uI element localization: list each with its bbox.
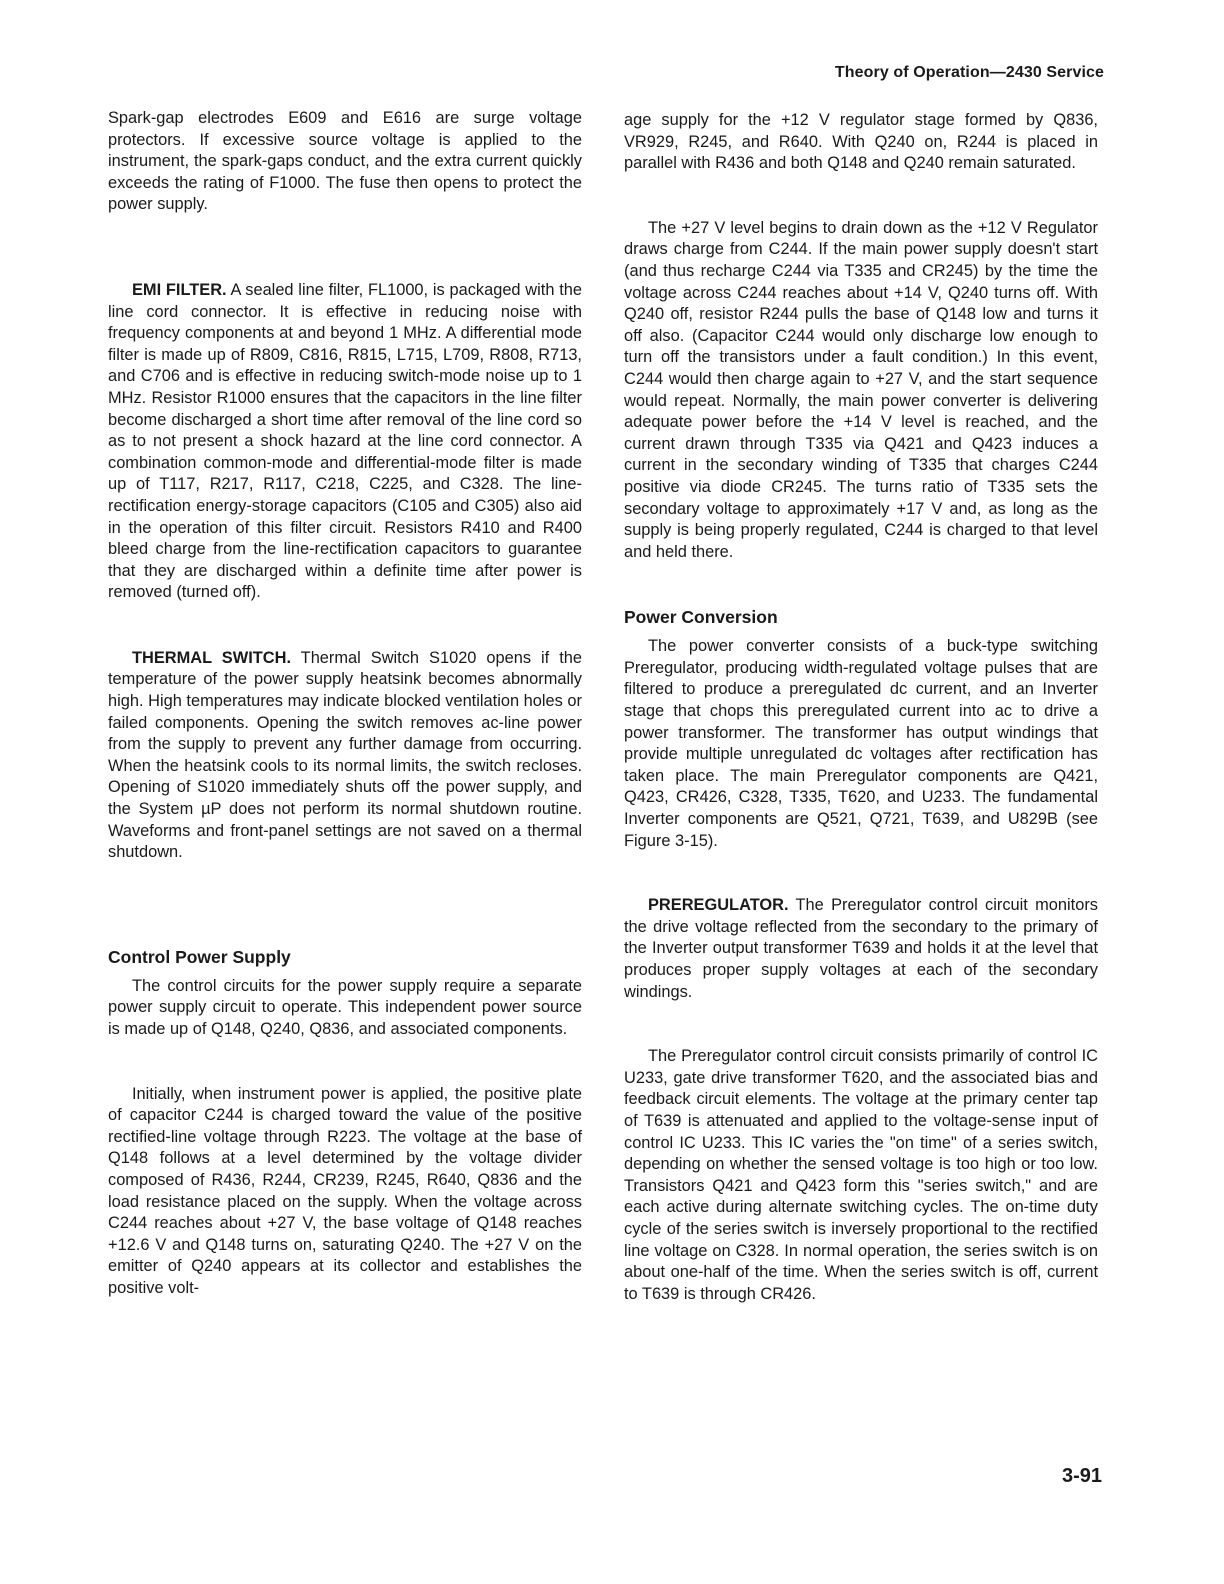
emi-filter-text: A sealed line filter, FL1000, is packaged with the line cord connector. It is effective in reducing noise with frequency components at and beyond 1 MHz. A differential mode filter is made up of R809, C816, R815, L715, L709, R808, R713, and C706 and is effective in reducing switch-mode noise up to 1 MHz. Resistor R1000 ensures that the capacitors in the line filter become discharged a short time after removal of the line cord so as to not present a shock hazard at the line cord connector. A combination common-mode and differential-mode filter is made up of T117, R217, R117, C218, C225, and C328. The line-rectification energy-storage capacitors (C105 and C305) also aid in the operation of this filter circuit. Resistors R410 and R400 bleed charge from the line-rectification capacitors to guarantee that they are discharged within a definite time after power is removed (turned off). bbox=[108, 280, 582, 602]
control-power-paragraph-2: Initially, when instrument power is applied, the positive plate of capacitor C244 is charged toward the value of the positive rectified-line voltage through R223. The voltage at the base of Q148 follows at a level determined by the voltage divider composed of R436, R244, CR239, R245, R640, Q836 and the load resistance placed on the supply. When the voltage across C244 reaches about +27 V, the base voltage of Q148 reaches +12.6 V and Q148 turns on, saturating Q240. The +27 V on the emitter of Q240 appears at its collector and establishes the positive volt- bbox=[108, 1084, 582, 1297]
emi-filter-paragraph bbox=[108, 280, 582, 604]
preregulator-control-paragraph: The Preregulator control circuit consists primarily of control IC U233, gate drive transformer T620, and the associated bias and feedback circuit elements. The voltage at the primary center tap of T639 is attenuated and applied to the voltage-sense input of control IC U233. This IC varies the "on time" of a series switch, depending on whether the sensed voltage is too high or too low. Transistors Q421 and Q423 form this "series switch," and are each active during alternate switching cycles. The on-time duty cycle of the series switch is inversely proportional to the rectified line voltage on C328. In normal operation, the series switch is on about one-half of the time. When the series switch is off, current to T639 is through CR426. bbox=[624, 1047, 1098, 1303]
running-header: Theory of Operation—2430 Service bbox=[834, 64, 1104, 81]
regulator-continuation-paragraph: age supply for the +12 V regulator stage formed by Q836, VR929, R245, and R640. With Q240 on, R244 is placed in parallel with R436 and both Q148 and Q240 remain saturated. bbox=[624, 111, 1098, 173]
right-column bbox=[624, 110, 1098, 1305]
power-conversion-paragraph: The power converter consists of a buck-type switching Preregulator, producing width-regulated voltage pulses that are filtered to produce a preregulated dc current, and an Inverter stage that chops this preregulated current into ac to drive a power transformer. The transformer has output windings that provide multiple unregulated dc voltages after rectification has taken place. The main Preregulator components are Q421, Q423, CR426, C328, T335, T620, and U233. The fundamental Inverter components are Q521, Q721, T639, and U829B (see Figure 3-15). bbox=[624, 637, 1098, 850]
control-power-paragraph-1: The control circuits for the power supply require a separate power supply circuit to operate. This independent power source is made up of Q148, Q240, Q836, and associated components. bbox=[108, 976, 582, 1038]
left-column bbox=[108, 108, 582, 1300]
preregulator-text: The Preregulator control circuit monitors the drive voltage reflected from the secondary to the primary of the Inverter output transformer T639 and holds it at the level that produces proper supply voltages at each of the secondary windings. bbox=[624, 896, 1098, 1001]
power-conversion-heading: Power Conversion bbox=[624, 607, 778, 628]
preregulator-paragraph bbox=[624, 895, 1098, 1003]
surge-protector-paragraph: Spark-gap electrodes E609 and E616 are surge voltage protectors. If excessive source voltage is applied to the instrument, the spark-gaps conduct, and the extra current quickly exceeds the rating of F1000. The fuse then opens to protect the power supply. bbox=[108, 109, 582, 214]
thermal-switch-lead: THERMAL SWITCH. bbox=[132, 648, 291, 667]
control-power-supply-heading: Control Power Supply bbox=[108, 946, 291, 967]
drain-down-paragraph: The +27 V level begins to drain down as the +12 V Regulator draws charge from C244. If the main power supply doesn't start (and thus recharge C244 via T335 and CR245) by the time the voltage across C244 reaches about +14 V, Q240 turns off. With Q240 off, resistor R244 pulls the base of Q148 low and turns it off also. (Capacitor C244 would only discharge low enough to turn off the transistors under a fault condition.) In this event, C244 would then charge again to +27 V, and the start sequence would repeat. Normally, the main power converter is delivering adequate power before the +14 V level is reached, and the current drawn through T335 via Q421 and Q423 induces a current in the secondary winding of T335 that charges C244 positive via diode CR245. The turns ratio of T335 sets the secondary voltage to approximately +17 V and, as long as the supply is being properly regulated, C244 is charged to that level and held there. bbox=[624, 218, 1098, 561]
thermal-switch-paragraph bbox=[108, 648, 582, 864]
preregulator-lead: PREREGULATOR. bbox=[648, 896, 789, 915]
thermal-switch-text: Thermal Switch S1020 opens if the temperature of the power supply heatsink becomes abnormally high. High temperatures may indicate blocked ventilation holes or failed components. Opening the switch removes ac-line power from the supply to prevent any further damage from occurring. When the heatsink cools to its normal limits, the switch recloses. Opening of S1020 immediately shuts off the power supply, and the System µP does not perform its normal shutdown routine. Waveforms and front-panel settings are not saved on a thermal shutdown. bbox=[108, 648, 582, 862]
page-number: 3-91 bbox=[1061, 1465, 1102, 1487]
emi-filter-lead: EMI FILTER. bbox=[132, 280, 227, 299]
